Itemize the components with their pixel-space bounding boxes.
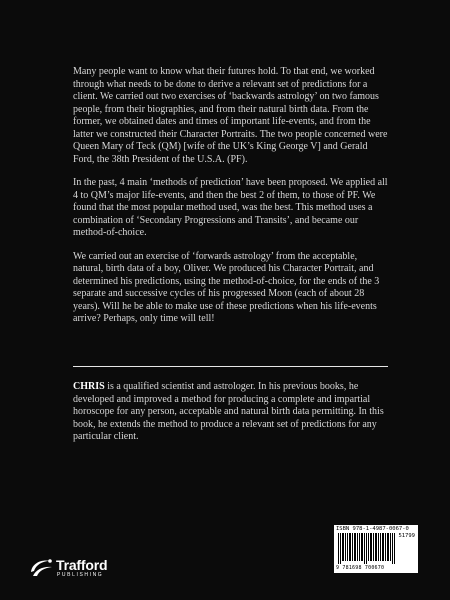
blurb-paragraph-1: Many people want to know what their futures hold. To that end, we worked through what needs to be done to derive a relevant set of predictions for a client. We carried out two exercises of ‘backwards astrology’ on two famous people, from their biographies, and from their natural birth data. From the former, we obtained dates and times of important life-events, and from the latter we constructed their Character Portraits. The two people concerned were Queen Mary of Teck (QM) [wife of the UK’s King George V] and Gerald Ford, the 38th President of the U.S.A. (PF). xyxy=(73,66,388,165)
author-bio-text: is a qualified scientist and astrologer. In his previous books, he developed and improved a method for producing a complete and impartial horoscope for any person, acceptable and natural birth data permitting. In this book, he extends the method to produce a relevant set of predictions for any particular client. xyxy=(73,381,384,442)
price-code: 51799 xyxy=(398,533,415,539)
isbn-label: ISBN 978-1-4987-0067-0 xyxy=(336,526,409,532)
blurb-paragraph-2: In the past, 4 main ‘methods of prediction’ have been proposed. We applied all 4 to QM’s major life-events, and then the best 2 of them, to those of PF. We found that the most popular method used, was the best. This method uses a combination of ‘Secondary Progressions and Transits’, and became our method-of-choice. xyxy=(73,177,388,238)
section-divider xyxy=(73,366,388,367)
blurb xyxy=(73,66,389,337)
publisher-name: Trafford xyxy=(56,557,108,573)
trafford-swoosh-icon xyxy=(28,557,54,579)
blurb-paragraph-3: We carried out an exercise of ‘forwards astrology’ from the acceptable, natural, birth data of a boy, Oliver. We produced his Character Portrait, and determined his predictions, using the method-of-choice, for the ends of the 3 separate and successive cycles of his progressed Moon (each of about 28 years). Will he be able to make use of these predictions when his life-events arrive? Perhaps, only time will tell! xyxy=(73,250,380,324)
publisher-tagline: PUBLISHING xyxy=(57,572,104,578)
barcode-digits: 9 781698 700670 xyxy=(336,565,385,571)
author-bio xyxy=(73,381,389,444)
barcode-bars xyxy=(338,533,396,564)
barcode xyxy=(334,525,418,573)
author-name: CHRIS xyxy=(73,381,105,392)
publisher-logo xyxy=(28,556,107,580)
